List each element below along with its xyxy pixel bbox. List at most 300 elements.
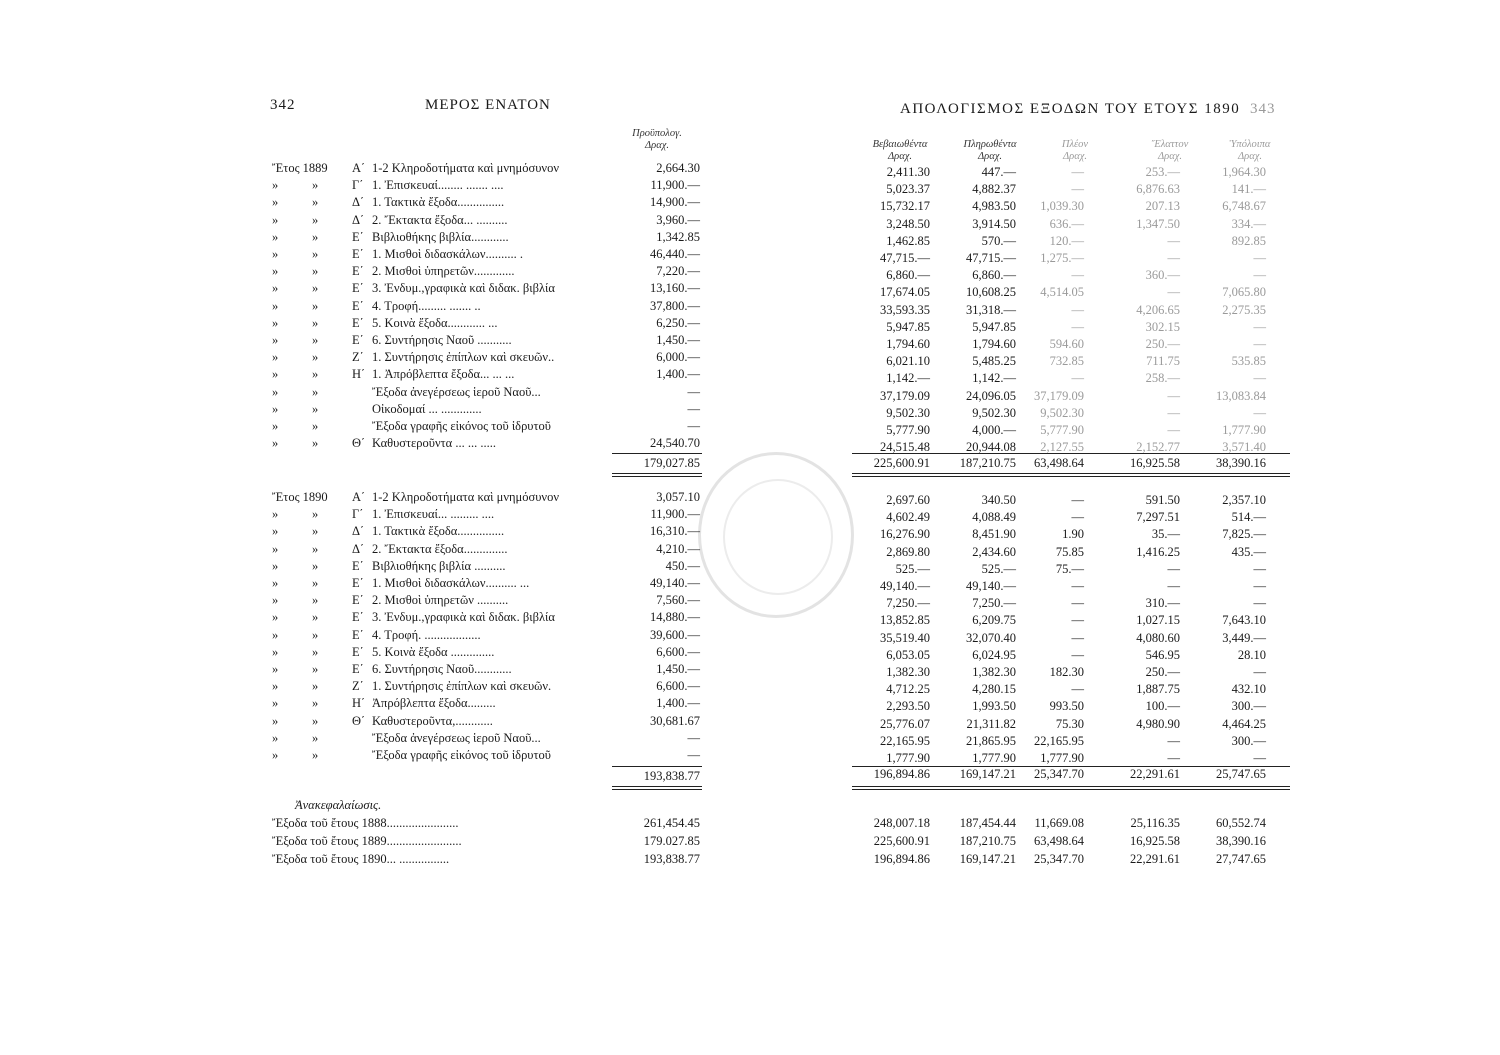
- deficit-amount: —: [1167, 751, 1180, 765]
- ledger-row-1889-results: [850, 267, 1290, 284]
- row-ditto: »: [312, 714, 319, 728]
- ledger-row-1889: [272, 246, 700, 263]
- remainder-amount: 892.85: [1231, 234, 1266, 248]
- row-budget-amount: 1,450.—: [656, 662, 700, 676]
- row-ditto: »: [312, 299, 319, 313]
- paid-amount: 7,250.—: [972, 596, 1016, 610]
- surplus-amount: —: [1071, 320, 1084, 334]
- paid-amount: 4,088.49: [972, 510, 1016, 524]
- row-ditto: »: [312, 316, 319, 330]
- surplus-amount: 993.50: [1049, 699, 1084, 713]
- surplus-amount: 37,179.09: [1034, 389, 1084, 403]
- ledger-row-1890-results: [850, 647, 1290, 664]
- paid-amount: 169,147.21: [959, 852, 1016, 866]
- row-description: 1. Ἐπισκευαί........ ....... ....: [372, 178, 504, 192]
- remainder-amount: —: [1253, 268, 1266, 282]
- deficit-amount: —: [1167, 406, 1180, 420]
- deficit-amount: 6,876.63: [1136, 182, 1180, 196]
- right-running-head: ΑΠΟΛΟΓΙΣΜΟΣ ΕΞΟΔΩΝ ΤΟΥ ΕΤΟΥΣ 1890: [900, 101, 1241, 117]
- row-ditto: »: [312, 662, 319, 676]
- paid-amount: 3,914.50: [972, 217, 1016, 231]
- row-year-or-ditto: »: [272, 264, 279, 278]
- row-year-or-ditto: »: [272, 213, 279, 227]
- ledger-row-1889-results: [850, 181, 1290, 198]
- paid-amount: 1,382.30: [972, 665, 1016, 679]
- row-year-or-ditto: »: [272, 316, 279, 330]
- verified-amount: 9,502.30: [886, 406, 930, 420]
- row-chapter-code: Γ΄: [352, 507, 364, 521]
- library-stamp-inner-ring: [723, 479, 833, 595]
- surplus-amount: 1,039.30: [1040, 199, 1084, 213]
- remainder-amount: 25,747.65: [1216, 767, 1266, 781]
- row-ditto: »: [312, 247, 319, 261]
- remainder-amount: —: [1253, 562, 1266, 576]
- total-row-1890: [272, 768, 700, 785]
- deficit-amount: —: [1167, 579, 1180, 593]
- remainder-amount: —: [1253, 320, 1266, 334]
- ledger-row-1890-results: [850, 578, 1290, 595]
- paid-amount: 31,318.—: [966, 303, 1016, 317]
- verified-amount: 1,382.30: [886, 665, 930, 679]
- recap-title: Ἀνακεφαλαίωσις.: [295, 798, 382, 812]
- row-chapter-code: Δ΄: [352, 542, 365, 556]
- surplus-amount: 25,347.70: [1034, 767, 1084, 781]
- paid-amount: 1,794.60: [972, 337, 1016, 351]
- row-year-or-ditto: »: [272, 350, 279, 364]
- surplus-column-header-title: Πλέον: [1061, 139, 1089, 150]
- row-description: Καθυστεροῦντα,............: [372, 714, 493, 728]
- row-chapter-code: Δ΄: [352, 195, 365, 209]
- row-description: 1. Ἐπισκευαί... ......... ....: [372, 507, 495, 521]
- row-description: 2. Μισθοὶ ὑπηρετῶν.............: [372, 264, 515, 278]
- row-budget-amount: —: [687, 731, 700, 745]
- deficit-amount: 25,116.35: [1130, 816, 1180, 830]
- paid-amount: 4,983.50: [972, 199, 1016, 213]
- row-budget-amount: 1,400.—: [656, 696, 700, 710]
- row-description: 1. Μισθοὶ διδασκάλων.......... .: [372, 247, 524, 261]
- surplus-column-header: [1035, 139, 1115, 163]
- surplus-amount: 1,777.90: [1040, 751, 1084, 765]
- verified-amount: 7,250.—: [886, 596, 930, 610]
- row-budget-amount: 450.—: [665, 559, 700, 573]
- recap-row: [272, 815, 700, 832]
- row-ditto: »: [312, 436, 319, 450]
- recap-label: Ἔξοδα τοῦ ἔτους 1888.......................: [272, 816, 459, 830]
- row-description: 6. Συντήρησις Ναοῦ ...........: [372, 333, 512, 347]
- recap-row-results: [850, 851, 1290, 868]
- row-chapter-code: Ζ΄: [352, 679, 364, 693]
- ledger-row-1890: [272, 523, 700, 540]
- paid-amount: 1,142.—: [972, 371, 1016, 385]
- ledger-row-1890-results: [850, 733, 1290, 750]
- row-budget-amount: 37,800.—: [650, 299, 700, 313]
- row-year-or-ditto: »: [272, 436, 279, 450]
- remainder-amount: 6,748.67: [1222, 199, 1266, 213]
- row-ditto: »: [312, 419, 319, 433]
- paid-amount: 21,865.95: [966, 734, 1016, 748]
- paid-amount: 5,947.85: [972, 320, 1016, 334]
- row-year-or-ditto: »: [272, 662, 279, 676]
- deficit-column-header: [1130, 139, 1210, 163]
- surplus-amount: 2,127.55: [1040, 440, 1084, 454]
- deficit-column-header-unit: Δραχ.: [1158, 151, 1182, 162]
- ledger-row-1890: [272, 627, 700, 644]
- ledger-row-1890: [272, 730, 700, 747]
- deficit-amount: —: [1167, 734, 1180, 748]
- surplus-amount: —: [1071, 493, 1084, 507]
- verified-amount: 225,600.91: [873, 456, 930, 470]
- row-description: Καθυστεροῦντα ... ... .....: [372, 436, 496, 450]
- row-year-or-ditto: »: [272, 748, 279, 762]
- row-budget-amount: 6,600.—: [656, 679, 700, 693]
- row-budget-amount: 30,681.67: [650, 714, 700, 728]
- right-page-number: 343: [1250, 101, 1276, 117]
- deficit-amount: 4,980.90: [1136, 717, 1180, 731]
- ledger-row-1889: [272, 366, 700, 383]
- paid-amount: 525.—: [981, 562, 1016, 576]
- deficit-amount: 16,925.58: [1130, 456, 1180, 470]
- ledger-row-1889-results: [850, 216, 1290, 233]
- verified-amount: 4,602.49: [886, 510, 930, 524]
- remainder-amount: 1,964.30: [1222, 165, 1266, 179]
- remainder-amount: 2,275.35: [1222, 303, 1266, 317]
- deficit-amount: 4,080.60: [1136, 631, 1180, 645]
- verified-amount: 37,179.09: [880, 389, 930, 403]
- row-ditto: »: [312, 559, 319, 573]
- row-budget-amount: 3,057.10: [656, 490, 700, 504]
- remainder-amount: 141.—: [1231, 182, 1266, 196]
- verified-amount: 1,142.—: [886, 371, 930, 385]
- row-year-or-ditto: »: [272, 542, 279, 556]
- surplus-amount: 1,275.—: [1040, 251, 1084, 265]
- row-year-or-ditto: »: [272, 645, 279, 659]
- verified-amount: 35,519.40: [880, 631, 930, 645]
- ledger-row-1890: [272, 558, 700, 575]
- row-budget-amount: 1,450.—: [656, 333, 700, 347]
- deficit-amount: 2,152.77: [1136, 440, 1180, 454]
- ledger-row-1890-results: [850, 526, 1290, 543]
- row-budget-amount: 14,900.—: [650, 195, 700, 209]
- verified-amount: 2,411.30: [886, 165, 930, 179]
- ledger-row-1890: [272, 575, 700, 592]
- verified-amount: 1,462.85: [886, 234, 930, 248]
- row-chapter-code: Ε΄: [352, 281, 364, 295]
- remainder-amount: —: [1253, 579, 1266, 593]
- row-budget-amount: 46,440.—: [650, 247, 700, 261]
- ledger-row-1889: [272, 177, 700, 194]
- ledger-row-1889: [272, 418, 700, 435]
- row-year-or-ditto: »: [272, 333, 279, 347]
- paid-amount: 6,209.75: [972, 613, 1016, 627]
- surplus-amount: 594.60: [1049, 337, 1084, 351]
- paid-amount: 32,070.40: [966, 631, 1016, 645]
- verified-column-header-title: Βεβαιωθέντα: [872, 139, 928, 150]
- row-budget-amount: 6,000.—: [656, 350, 700, 364]
- ledger-row-1890-results: [850, 509, 1290, 526]
- remainder-amount: 300.—: [1231, 699, 1266, 713]
- row-description: 1. Μισθοὶ διδασκάλων.......... ...: [372, 576, 530, 590]
- paid-amount: 169,147.21: [959, 767, 1016, 781]
- ledger-row-1889: [272, 263, 700, 280]
- paid-amount: 187,454.44: [959, 816, 1016, 830]
- surplus-amount: 182.30: [1049, 665, 1084, 679]
- remainder-amount: —: [1253, 596, 1266, 610]
- surplus-amount: —: [1071, 510, 1084, 524]
- row-budget-amount: 7,560.—: [656, 593, 700, 607]
- paid-amount: 10,608.25: [966, 285, 1016, 299]
- row-chapter-code: Ε΄: [352, 247, 364, 261]
- row-chapter-code: Δ΄: [352, 213, 365, 227]
- ledger-row-1890-results: [850, 664, 1290, 681]
- deficit-amount: 258.—: [1145, 371, 1180, 385]
- row-ditto: »: [312, 213, 319, 227]
- row-description: Ἔξοδα γραφῆς εἰκόνος τοῦ ἱδρυτοῦ: [372, 419, 551, 433]
- deficit-amount: 546.95: [1145, 648, 1180, 662]
- row-description: 4. Τροφή. ..................: [372, 628, 481, 642]
- remainder-column-header: [1210, 139, 1290, 163]
- surplus-amount: 732.85: [1049, 354, 1084, 368]
- row-ditto: »: [312, 333, 319, 347]
- surplus-amount: 22,165.95: [1034, 734, 1084, 748]
- remainder-amount: 38,390.16: [1216, 834, 1266, 848]
- row-ditto: »: [312, 178, 319, 192]
- ledger-row-1889: [272, 160, 700, 177]
- paid-amount: 9,502.30: [972, 406, 1016, 420]
- row-year-or-ditto: »: [272, 230, 279, 244]
- deficit-amount: —: [1167, 234, 1180, 248]
- row-description: 1. Τακτικὰ ἔξοδα...............: [372, 195, 505, 209]
- row-description: Ἔξοδα ἀνεγέρσεως ἱεροῦ Ναοῦ...: [372, 731, 541, 745]
- deficit-amount: —: [1167, 285, 1180, 299]
- row-ditto: »: [312, 679, 319, 693]
- total-row-1889-results: [850, 455, 1290, 472]
- ledger-row-1889: [272, 194, 700, 211]
- paid-amount: 8,451.90: [972, 527, 1016, 541]
- row-chapter-code: Ε΄: [352, 316, 364, 330]
- surplus-amount: 75.85: [1055, 545, 1084, 559]
- ledger-row-1890-results: [850, 716, 1290, 733]
- paid-amount: 187,210.75: [959, 456, 1016, 470]
- remainder-amount: —: [1253, 251, 1266, 265]
- row-year-or-ditto: »: [272, 576, 279, 590]
- deficit-amount: —: [1167, 389, 1180, 403]
- row-year-or-ditto: »: [272, 714, 279, 728]
- row-chapter-code: Δ΄: [352, 524, 365, 538]
- ledger-row-1890-results: [850, 561, 1290, 578]
- deficit-amount: 1,887.75: [1136, 682, 1180, 696]
- ledger-row-1890: [272, 506, 700, 523]
- ledger-row-1889: [272, 401, 700, 418]
- deficit-amount: 1,416.25: [1136, 545, 1180, 559]
- ledger-row-1889-results: [850, 336, 1290, 353]
- total-double-rule: [852, 786, 1290, 790]
- row-budget-amount: 1,342.85: [656, 230, 700, 244]
- deficit-amount: 4,206.65: [1136, 303, 1180, 317]
- row-ditto: »: [312, 748, 319, 762]
- row-description: 3. Ἐνδυμ.,γραφικὰ καὶ διδακ. βιβλία: [372, 610, 555, 624]
- paid-amount: 5,485.25: [972, 354, 1016, 368]
- total-double-rule: [612, 786, 702, 790]
- paid-amount: 49,140.—: [966, 579, 1016, 593]
- row-year-or-ditto: »: [272, 507, 279, 521]
- paid-column-header-unit: Δραχ.: [978, 151, 1002, 162]
- row-chapter-code: Θ΄: [352, 714, 366, 728]
- ledger-row-1890-results: [850, 681, 1290, 698]
- surplus-amount: 25,347.70: [1034, 852, 1084, 866]
- row-year-or-ditto: »: [272, 593, 279, 607]
- row-description: Βιβλιοθήκης βιβλία ..........: [372, 559, 506, 573]
- verified-amount: 1,794.60: [886, 337, 930, 351]
- row-ditto: »: [312, 507, 319, 521]
- total-budget-1890: 193,838.77: [643, 769, 700, 783]
- row-ditto: »: [312, 542, 319, 556]
- remainder-amount: 4,464.25: [1222, 717, 1266, 731]
- ledger-row-1890: [272, 644, 700, 661]
- row-description: 3. Ἐνδυμ.,γραφικὰ καὶ διδακ. βιβλία: [372, 281, 555, 295]
- verified-amount: 24,515.48: [880, 440, 930, 454]
- remainder-amount: 3,571.40: [1222, 440, 1266, 454]
- ledger-row-1890-results: [850, 698, 1290, 715]
- row-ditto: »: [312, 230, 319, 244]
- ledger-row-1889-results: [850, 198, 1290, 215]
- deficit-amount: 1,027.15: [1136, 613, 1180, 627]
- budget-column-header-title: Προϋπολογ.: [632, 128, 682, 139]
- ledger-row-1889-results: [850, 353, 1290, 370]
- row-year-or-ditto: Ἔτος 1889: [272, 161, 328, 175]
- remainder-amount: 7,825.—: [1222, 527, 1266, 541]
- library-stamp: [698, 452, 854, 618]
- row-ditto: »: [312, 610, 319, 624]
- remainder-amount: 300.—: [1231, 734, 1266, 748]
- row-chapter-code: Η΄: [352, 696, 366, 710]
- row-description: 1-2 Κληροδοτήματα καὶ μνημόσυνον: [372, 161, 559, 175]
- row-budget-amount: 2,664.30: [656, 161, 700, 175]
- paid-amount: 4,000.—: [972, 423, 1016, 437]
- row-ditto: »: [312, 402, 319, 416]
- deficit-amount: 711.75: [1146, 354, 1180, 368]
- row-chapter-code: Ζ΄: [352, 350, 364, 364]
- total-row-1889: [272, 455, 700, 472]
- verified-amount: 4,712.25: [886, 682, 930, 696]
- row-description: Οἰκοδομαί ... .............: [372, 402, 482, 416]
- row-budget-amount: 4,210.—: [656, 542, 700, 556]
- recap-row-results: [850, 833, 1290, 850]
- verified-amount: 13,852.85: [880, 613, 930, 627]
- recap-budget-amount: 179.027.85: [643, 834, 700, 848]
- deficit-amount: 253.—: [1145, 165, 1180, 179]
- ledger-row-1890: [272, 695, 700, 712]
- row-chapter-code: Ε΄: [352, 264, 364, 278]
- row-ditto: »: [312, 195, 319, 209]
- surplus-amount: —: [1071, 631, 1084, 645]
- surplus-amount: —: [1071, 303, 1084, 317]
- row-chapter-code: Η΄: [352, 367, 366, 381]
- row-year-or-ditto: »: [272, 299, 279, 313]
- deficit-amount: 207.13: [1145, 199, 1180, 213]
- paid-amount: 340.50: [981, 493, 1016, 507]
- remainder-amount: 7,643.10: [1222, 613, 1266, 627]
- row-year-or-ditto: »: [272, 281, 279, 295]
- surplus-amount: 11,669.08: [1034, 816, 1084, 830]
- row-ditto: »: [312, 281, 319, 295]
- row-budget-amount: 11,900.—: [650, 507, 700, 521]
- paid-amount: 6,860.—: [972, 268, 1016, 282]
- remainder-amount: —: [1253, 665, 1266, 679]
- deficit-column-header-title: Ἔλαττον: [1151, 139, 1189, 150]
- ledger-row-1890: [272, 541, 700, 558]
- total-double-rule: [852, 473, 1290, 477]
- verified-amount: 47,715.—: [880, 251, 930, 265]
- budget-column-header-unit: Δραχ.: [645, 140, 669, 151]
- ledger-row-1889: [272, 384, 700, 401]
- deficit-amount: —: [1167, 562, 1180, 576]
- row-description: 2. Μισθοὶ ὑπηρετῶν ..........: [372, 593, 509, 607]
- row-chapter-code: Ε΄: [352, 230, 364, 244]
- row-year-or-ditto: »: [272, 419, 279, 433]
- surplus-amount: —: [1071, 596, 1084, 610]
- ledger-row-1889-results: [850, 405, 1290, 422]
- ledger-row-1889: [272, 298, 700, 315]
- deficit-amount: 302.15: [1145, 320, 1180, 334]
- ledger-row-1890: [272, 747, 700, 764]
- paid-amount: 24,096.05: [966, 389, 1016, 403]
- remainder-amount: 2,357.10: [1222, 493, 1266, 507]
- remainder-amount: 3,449.—: [1222, 631, 1266, 645]
- row-budget-amount: 13,160.—: [650, 281, 700, 295]
- row-budget-amount: —: [687, 419, 700, 433]
- row-ditto: »: [312, 696, 319, 710]
- verified-amount: 196,894.86: [873, 767, 930, 781]
- verified-amount: 196,894.86: [873, 852, 930, 866]
- row-chapter-code: Ε΄: [352, 610, 364, 624]
- budget-column-header: [612, 128, 702, 152]
- deficit-amount: 22,291.61: [1130, 767, 1180, 781]
- deficit-amount: 360.—: [1145, 268, 1180, 282]
- surplus-amount: —: [1071, 682, 1084, 696]
- row-ditto: »: [312, 385, 319, 399]
- row-description: 1. Ἀπρόβλεπτα ἔξοδα... ... ...: [372, 367, 515, 381]
- row-year-or-ditto: »: [272, 696, 279, 710]
- verified-amount: 17,674.05: [880, 285, 930, 299]
- ledger-row-1889: [272, 435, 700, 452]
- row-budget-amount: 3,960.—: [656, 213, 700, 227]
- total-budget-1889: 179,027.85: [643, 456, 700, 470]
- remainder-amount: 38,390.16: [1216, 456, 1266, 470]
- remainder-amount: 28.10: [1237, 648, 1266, 662]
- surplus-amount: 75.30: [1055, 717, 1084, 731]
- row-description: 1-2 Κληροδοτήματα καὶ μνημόσυνον: [372, 490, 559, 504]
- verified-amount: 2,869.80: [886, 545, 930, 559]
- ledger-row-1890-results: [850, 630, 1290, 647]
- ledger-row-1890: [272, 609, 700, 626]
- recap-label: Ἔξοδα τοῦ ἔτους 1889........................: [272, 834, 462, 848]
- row-budget-amount: 6,250.—: [656, 316, 700, 330]
- ledger-row-1890-results: [850, 750, 1290, 767]
- row-year-or-ditto: »: [272, 679, 279, 693]
- recap-budget-amount: 193,838.77: [643, 852, 700, 866]
- ledger-row-1889-results: [850, 319, 1290, 336]
- paid-amount: 21,311.82: [966, 717, 1016, 731]
- verified-column-header-unit: Δραχ.: [888, 151, 912, 162]
- verified-amount: 16,276.90: [880, 527, 930, 541]
- surplus-amount: 63,498.64: [1034, 456, 1084, 470]
- row-year-or-ditto: »: [272, 367, 279, 381]
- ledger-row-1890-results: [850, 544, 1290, 561]
- paid-amount: 1,777.90: [972, 751, 1016, 765]
- deficit-amount: —: [1167, 423, 1180, 437]
- deficit-amount: 310.—: [1145, 596, 1180, 610]
- verified-amount: 2,697.60: [886, 493, 930, 507]
